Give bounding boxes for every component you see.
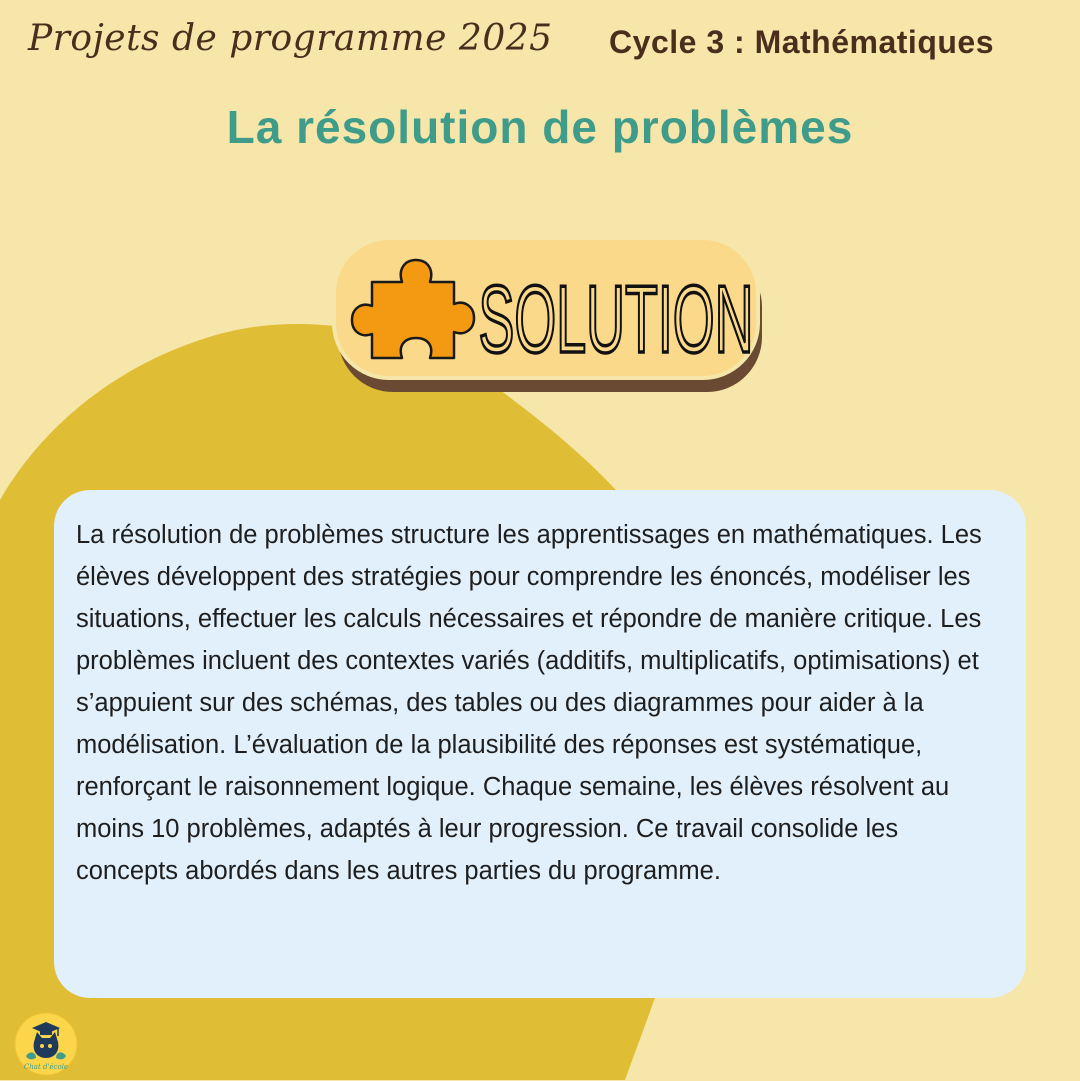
sticker-label: SOLUTION bbox=[478, 266, 754, 373]
program-title: Projets de programme 2025 bbox=[28, 18, 553, 59]
school-cat-logo bbox=[14, 1012, 78, 1076]
cycle-subject: Cycle 3 : Mathématiques bbox=[609, 24, 994, 60]
solution-sticker bbox=[330, 230, 770, 400]
page-title: La résolution de problèmes bbox=[226, 101, 854, 153]
description-text: La résolution de problèmes structure les apprentissages en mathématiques. Les élèves développent des stratégies pour comprendre les énoncés, modéliser les situations, effectuer les calculs nécessaires et répondre de manière critique. Les problèmes incluent des contextes variés (additifs, multiplicatifs, optimisations) et s’appuient sur des schémas, des tables ou des diagrammes pour aider à la modélisation. L’évaluation de la plausibilité des réponses est systématique, renforçant le raisonnement logique. Chaque semaine, les élèves résolvent au moins 10 problèmes, adaptés à leur progression. Ce travail consolide les concepts abordés dans les autres parties du programme. bbox=[76, 521, 982, 885]
logo-caption: Chat d'école bbox=[23, 1063, 69, 1071]
description-card bbox=[54, 490, 1026, 998]
